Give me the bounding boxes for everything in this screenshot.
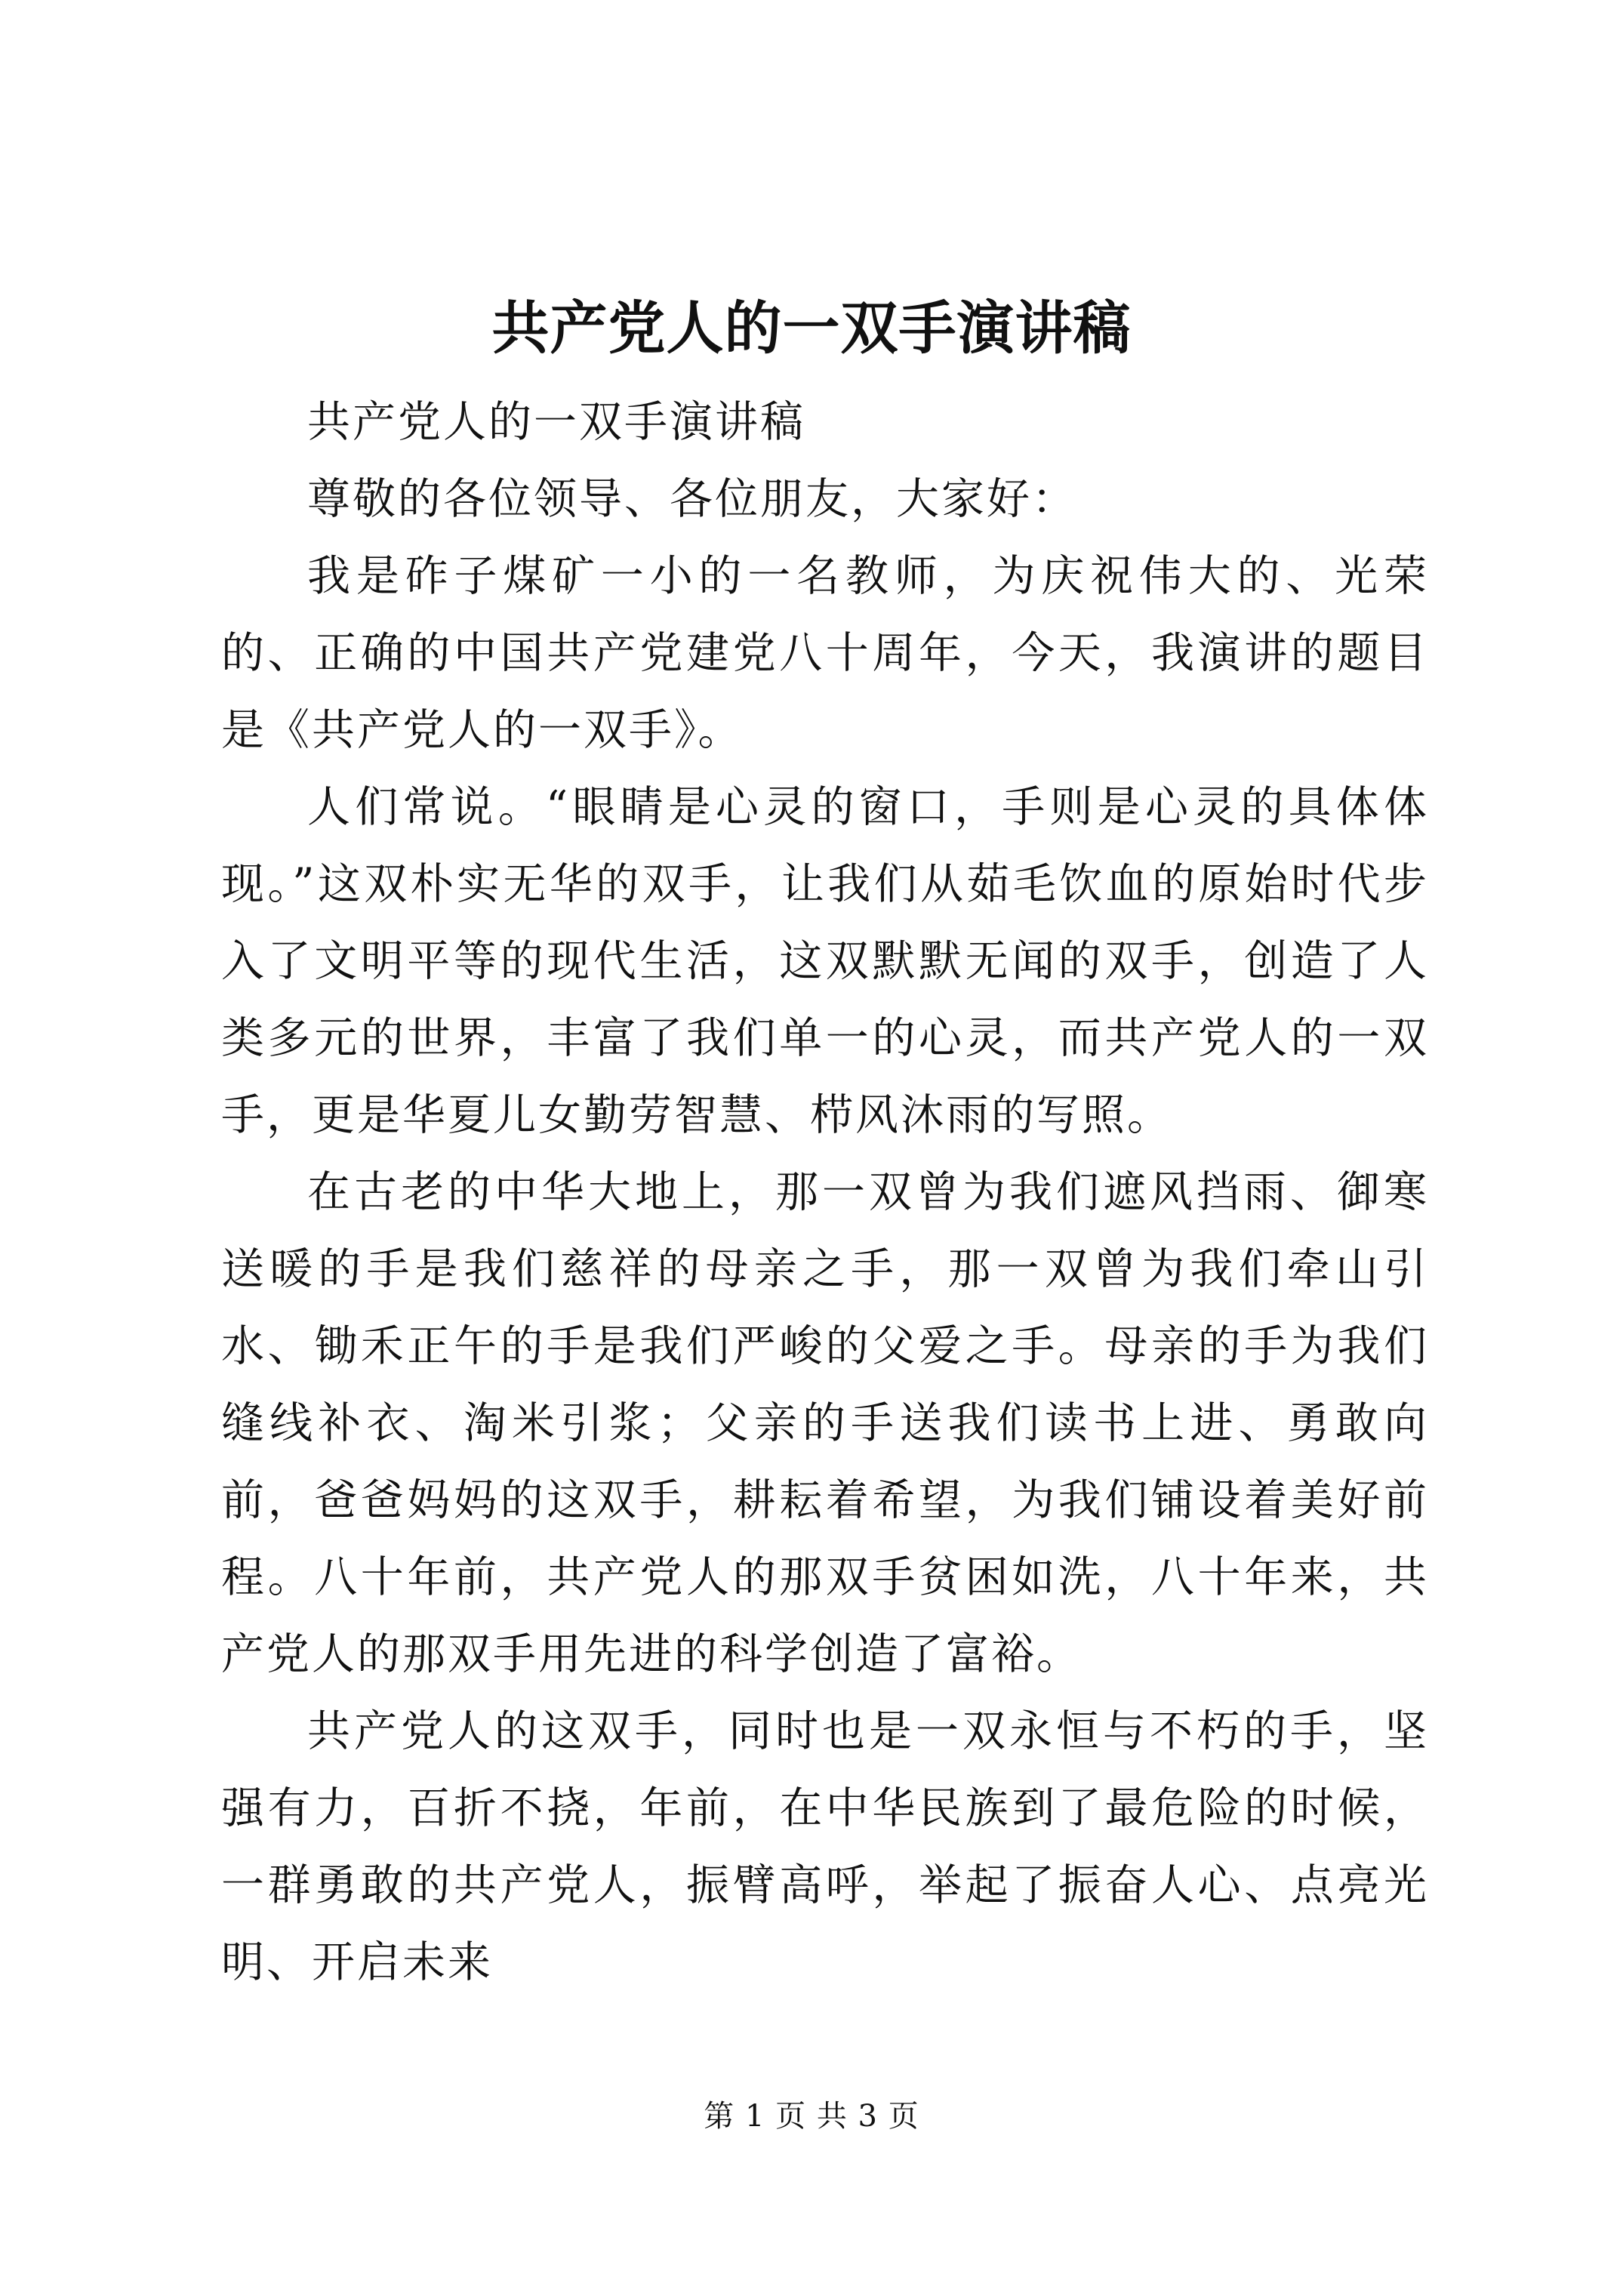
page-number-footer: 第 1 页 共 3 页	[704, 2099, 919, 2134]
paragraph-hands-meaning: 人们常说。“眼睛是心灵的窗口，手则是心灵的具体体现。”这双朴实无华的双手，让我们从茹毛饮血的原始时代步入了文明平等的现代生活，这双默默无闻的双手，创造了人类多元的世界，丰富了我们单一的心灵，而共产党人的一双手，更是华夏儿女勤劳智慧、栉风沐雨的写照。	[221, 782, 1429, 1140]
paragraph-party-hands: 共产党人的这双手，同时也是一双永恒与不朽的手，坚强有力，百折不挠，年前，在中华民族到了最危险的时候，一群勇敢的共产党人，振臂高呼，举起了振奋人心、点亮光明、开启未来	[221, 1706, 1429, 1987]
paragraph-greeting: 尊敬的各位领导、各位朋友，大家好：	[307, 474, 1077, 524]
paragraph-parents-hands: 在古老的中华大地上，那一双曾为我们遮风挡雨、御寒送暖的手是我们慈祥的母亲之手，那一双曾为我们牵山引水、锄禾正午的手是我们严峻的父爱之手。母亲的手为我们缝线补衣、淘米引浆；父亲的手送我们读书上进、勇敢向前，爸爸妈妈的这双手，耕耘着希望，为我们铺设着美好前程。八十年前，共产党人的那双手贫困如洗，八十年来，共产党人的那双手用先进的科学创造了富裕。	[221, 1167, 1429, 1679]
paragraph-heading-repeat: 共产党人的一双手演讲稿	[307, 397, 805, 447]
document-title: 共产党人的一双手演讲稿	[491, 294, 1132, 362]
document-body	[221, 384, 1429, 2001]
paragraph-introduction: 我是砟子煤矿一小的一名教师，为庆祝伟大的、光荣的、正确的中国共产党建党八十周年，今天，我演讲的题目是《共产党人的一双手》。	[221, 551, 1429, 755]
